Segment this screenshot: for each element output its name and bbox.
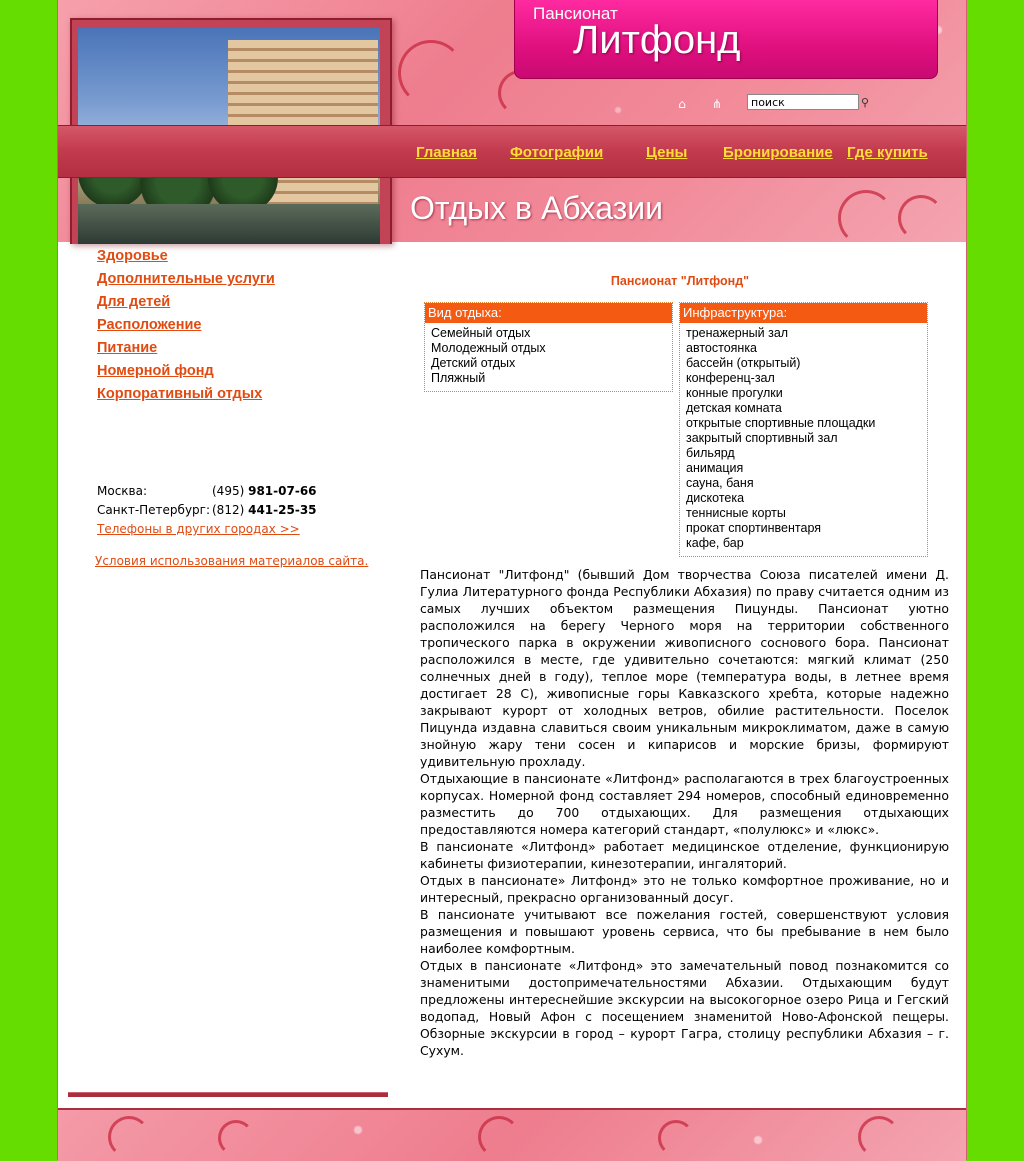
sidebar-link-rooms[interactable]: Номерной фонд	[97, 363, 214, 379]
infrastructure-item: закрытый спортивный зал	[686, 431, 838, 445]
phone-moscow	[212, 484, 317, 498]
sidebar-link-food[interactable]: Питание	[97, 340, 158, 356]
article-paragraph: Пансионат "Литфонд" (бывший Дом творчества Союза писателей имени Д. Гулиа Литературного фонда Республики Абхазия) по праву считается одним из самых лучших объектом размещения Пицунды. Пансионат уютно расположился на берегу Черного моря на территории собственного тропического парка в окружении живописного соснового бора. Пансионат расположился в месте, где удивительно сочетаются: мягкий климат (250 солнечных дней в году), теплое море (температура воды, в летнее время достигает 28 С), живописные горы Кавказского хребта, которые надежно закрывают курорт от холодных ветров, обилие растительности. Поселок Пицунда издавна славиться своим уникальным микроклиматом, даже в самую знойную жару тени сосен и кипарисов и морские бризы, формируют удивительную прохладу.	[420, 567, 949, 769]
decor-swirl	[478, 1116, 520, 1158]
phone-city-moscow: Москва:	[97, 484, 148, 498]
infrastructure-box	[679, 302, 928, 557]
decor-swirl	[838, 190, 894, 246]
nav-where-to-buy[interactable]: Где купить	[847, 144, 928, 161]
rest-types-list	[425, 323, 672, 386]
infrastructure-item: конные прогулки	[686, 386, 783, 400]
rest-type-item: Семейный отдых	[431, 326, 531, 340]
article-paragraph: В пансионате «Литфонд» работает медицинское отделение, функционирую кабинеты физиотерапии, кинезотерапии, ингаляторий.	[420, 839, 949, 871]
banner-title: Отдых в Абхазии	[410, 190, 664, 226]
footer	[58, 1108, 966, 1161]
header	[58, 0, 966, 242]
decor-swirl	[898, 195, 944, 241]
logo-subtitle: Пансионат	[533, 4, 618, 23]
phone-code: (495)	[212, 484, 245, 498]
infrastructure-item: конференц-зал	[686, 371, 775, 385]
page	[58, 0, 966, 1159]
article-paragraph: Отдых в пансионате «Литфонд» это замечательный повод познакомится со знаменитыми достопримечательностями Абхазии. Отдыхающим будут предложены интереснейшие экскурсии на высокогорное озеро Рица и Гегский водопад, Новый Афон с посещением знаменитой Ново-Афонской пещеры. Обзорные экскурсии в город – курорт Гагра, столицу республики Абхазия – г. Сухум.	[420, 958, 949, 1058]
decor-swirl	[108, 1116, 150, 1158]
decor-swirl	[858, 1116, 900, 1158]
article-text	[420, 566, 949, 1059]
article-paragraph: В пансионате учитывают все пожелания гостей, совершенствуют условия размещения и повышают уровень сервиса, что бы пребывание в нем было наиболее комфортным.	[420, 907, 949, 956]
phone-code: (812)	[212, 503, 245, 517]
sidebar-link-corporate[interactable]: Корпоративный отдых	[97, 386, 263, 402]
phone-city-spb: Санкт-Петербург:	[97, 503, 211, 517]
infrastructure-item: кафе, бар	[686, 536, 744, 550]
sidebar-link-kids[interactable]: Для детей	[97, 294, 171, 310]
infrastructure-item: теннисные корты	[686, 506, 786, 520]
decor-swirl	[658, 1120, 694, 1156]
search-input[interactable]	[747, 94, 859, 110]
sidebar-link-health[interactable]: Здоровье	[97, 248, 168, 264]
phone-number: 441-25-35	[248, 503, 317, 517]
infrastructure-header: Инфраструктура:	[680, 303, 927, 323]
terms-link[interactable]: Условия использования материалов сайта.	[95, 554, 369, 568]
infrastructure-item: открытые спортивные площадки	[686, 416, 876, 430]
infrastructure-item: бассейн (открытый)	[686, 356, 801, 370]
logo[interactable]	[514, 0, 938, 79]
decor-swirl	[218, 1120, 254, 1156]
rest-type-item: Детский отдых	[431, 356, 516, 370]
sidebar-divider	[68, 1092, 388, 1097]
rest-type-item: Молодежный отдых	[431, 341, 546, 355]
logo-title: Литфонд	[573, 18, 741, 62]
sidebar-link-location[interactable]: Расположение	[97, 317, 202, 333]
content-title: Пансионат "Литфонд"	[610, 274, 750, 288]
rest-type-item: Пляжный	[431, 371, 486, 385]
phone-spb	[212, 503, 317, 517]
phone-number: 981-07-66	[248, 484, 317, 498]
sidebar-link-extra-services[interactable]: Дополнительные услуги	[97, 271, 275, 287]
nav-prices[interactable]: Цены	[646, 144, 688, 161]
home-icon[interactable]: ⌂	[678, 97, 686, 111]
decor-swirl	[398, 40, 464, 106]
infrastructure-item: прокат спортинвентаря	[686, 521, 822, 535]
infrastructure-item: бильярд	[686, 446, 735, 460]
infrastructure-item: дискотека	[686, 491, 745, 505]
infrastructure-item: сауна, баня	[686, 476, 754, 490]
article-paragraph: Отдых в пансионате» Литфонд» это не только комфортное проживание, но и интересный, прекрасно организованный досуг.	[420, 873, 949, 905]
main-nav	[58, 125, 966, 178]
article-paragraph: Отдыхающие в пансионате «Литфонд» располагаются в трех благоустроенных корпусах. Номерной фонд составляет 294 номеров, способный единовременно разместить до 700 отдыхающих. Для размещения отдыхающих предоставляются номера категорий стандарт, «полулюкс» и «люкс».	[420, 771, 949, 837]
nav-photos[interactable]: Фотографии	[510, 144, 604, 161]
rest-types-header: Вид отдыха:	[425, 303, 672, 323]
sitemap-icon[interactable]: ⋔	[711, 97, 723, 111]
nav-home[interactable]: Главная	[416, 144, 478, 161]
search-icon[interactable]: ⚲	[860, 96, 870, 109]
infrastructure-item: автостоянка	[686, 341, 758, 355]
nav-booking[interactable]: Бронирование	[723, 144, 833, 161]
infrastructure-list	[680, 323, 927, 551]
other-cities-phones-link[interactable]: Телефоны в других городах >>	[97, 522, 300, 536]
infrastructure-item: анимация	[686, 461, 744, 475]
infrastructure-item: детская комната	[686, 401, 782, 415]
photo-water	[78, 204, 380, 244]
infrastructure-item: тренажерный зал	[686, 326, 789, 340]
rest-types-box	[424, 302, 673, 392]
